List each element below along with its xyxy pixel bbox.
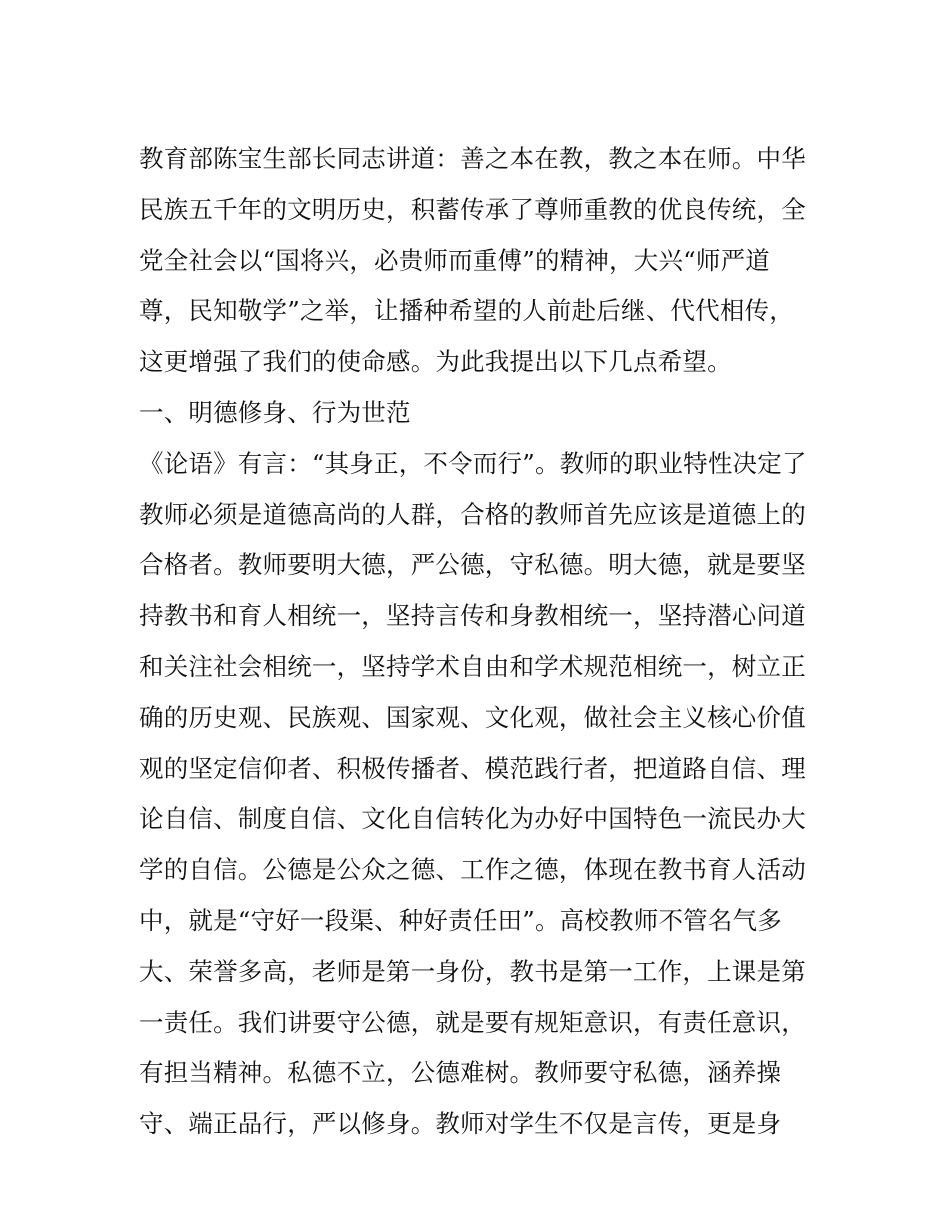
text-line: 民族五千年的文明历史，积蓄传承了尊师重教的优良传统，全	[139, 194, 806, 224]
text-line: 学的自信。公德是公众之德、工作之德，体现在教书育人活动	[139, 855, 806, 885]
text-line: 教育部陈宝生部长同志讲道：善之本在教，教之本在师。中华	[139, 144, 806, 173]
text-line: 中，就是“守好一段渠、种好责任田”。高校教师不管名气多	[139, 905, 782, 935]
text-line: 党全社会以“国将兴，必贵师而重傅”的精神，大兴“师严道	[139, 245, 770, 275]
document-body	[139, 134, 829, 1150]
text-line: 确的历史观、民族观、国家观、文化观，做社会主义核心价值	[139, 702, 806, 732]
text-line: 观的坚定信仰者、积极传播者、模范践行者，把道路自信、理	[139, 753, 806, 783]
text-line: 教师必须是道德高尚的人群，合格的教师首先应该是道德上的	[139, 499, 806, 529]
text-line: 持教书和育人相统一，坚持言传和身教相统一，坚持潜心问道	[139, 601, 806, 631]
text-line: 有担当精神。私德不立，公德难树。教师要守私德，涵养操	[139, 1058, 782, 1088]
text-line: 《论语》有言：“其身正，不令而行”。教师的职业特性决定了	[139, 448, 807, 478]
text-line: 这更增强了我们的使命感。为此我提出以下几点希望。	[139, 347, 732, 377]
text-line: 和关注社会相统一，坚持学术自由和学术规范相统一，树立正	[139, 651, 806, 681]
text-line: 一责任。我们讲要守公德，就是要有规矩意识，有责任意识，	[139, 1007, 806, 1037]
text-line: 论自信、制度自信、文化自信转化为办好中国特色一流民办大	[139, 804, 806, 834]
text-line: 尊，民知敬学”之举，让播种希望的人前赴后继、代代相传，	[139, 296, 794, 326]
text-line: 合格者。教师要明大德，严公德，守私德。明大德，就是要坚	[139, 550, 806, 580]
text-line: 守、端正品行，严以修身。教师对学生不仅是言传，更是身	[139, 1109, 782, 1139]
text-line: 大、荣誉多高，老师是第一身份，教书是第一工作，上课是第	[139, 956, 806, 986]
section-heading: 一、明德修身、行为世范	[139, 397, 411, 427]
